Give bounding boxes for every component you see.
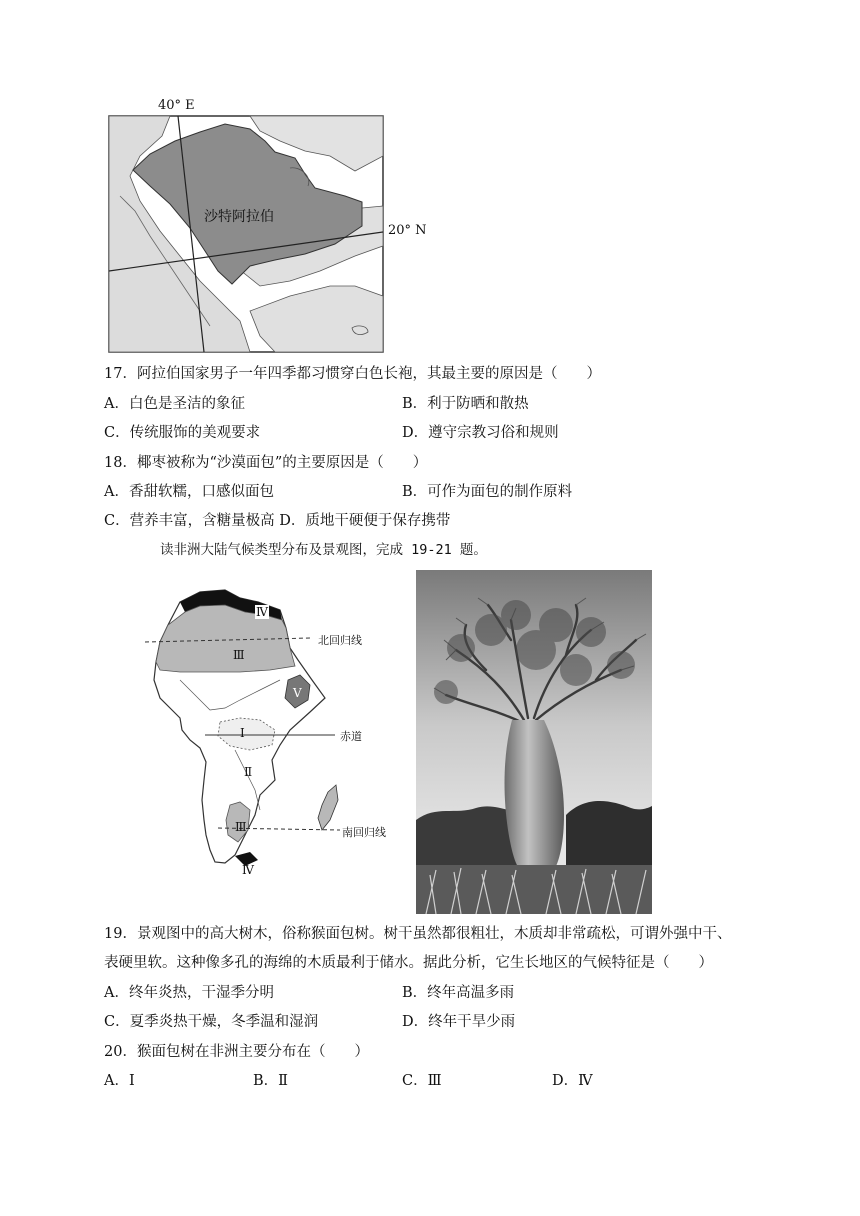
question-19-option-c[interactable]: C．夏季炎热干燥，冬季温和湿润 — [104, 1014, 319, 1030]
question-20-option-b[interactable]: B．Ⅱ — [253, 1073, 289, 1089]
baobab-photo — [416, 570, 652, 914]
section-intro: 读非洲大陆气候类型分布及景观图，完成 19-21 题。 — [160, 542, 487, 558]
question-20-stem: 20．猴面包树在非洲主要分布在（ ） — [104, 1044, 369, 1060]
question-18-option-a[interactable]: A．香甜软糯，口感似面包 — [104, 484, 274, 500]
question-19-option-b[interactable]: B．终年高温多雨 — [402, 985, 515, 1001]
question-17-option-d[interactable]: D．遵守宗教习俗和规则 — [402, 425, 559, 441]
question-17-option-a[interactable]: A．白色是圣洁的象征 — [104, 396, 245, 412]
question-20-option-a[interactable]: A．Ⅰ — [104, 1073, 135, 1089]
equator-label: 赤道 — [340, 730, 362, 743]
country-label: 沙特阿拉伯 — [204, 209, 274, 225]
zone-5-label: Ⅴ — [293, 686, 302, 700]
question-18-options-cd[interactable]: C．营养丰富，含糖量极高 D．质地干硬便于保存携带 — [104, 513, 451, 529]
arabia-map — [100, 96, 450, 358]
question-18-option-b[interactable]: B．可作为面包的制作原料 — [402, 484, 573, 500]
question-18-stem: 18．椰枣被称为“沙漠面包”的主要原因是（ ） — [104, 455, 428, 471]
africa-climate-map — [140, 580, 400, 880]
latitude-label: 20° N — [388, 223, 427, 238]
question-19-option-a[interactable]: A．终年炎热，干湿季分明 — [104, 985, 274, 1001]
tropic-of-cancer-label: 北回归线 — [318, 634, 362, 647]
zone-4-north-label: Ⅳ — [256, 605, 268, 619]
question-20-option-c[interactable]: C．Ⅲ — [402, 1073, 442, 1089]
question-17-option-b[interactable]: B．利于防晒和散热 — [402, 396, 529, 412]
question-19-stem-line1: 19．景观图中的高大树木，俗称猴面包树。树干虽然都很粗壮，木质却非常疏松，可谓外强中干、 — [104, 926, 732, 942]
tropic-of-capricorn-label: 南回归线 — [342, 826, 386, 839]
question-19-stem-line2: 表硬里软。这种像多孔的海绵的木质最利于储水。据此分析，它生长地区的气候特征是（ ） — [104, 955, 713, 971]
question-20-option-d[interactable]: D．Ⅳ — [552, 1073, 593, 1089]
zone-4-south-label: Ⅳ — [242, 863, 254, 877]
longitude-label: 40° E — [158, 98, 195, 113]
zone-3-north-label: Ⅲ — [233, 648, 245, 662]
question-19-option-d[interactable]: D．终年干旱少雨 — [402, 1014, 516, 1030]
question-17-option-c[interactable]: C．传统服饰的美观要求 — [104, 425, 261, 441]
zone-1-label: Ⅰ — [240, 726, 245, 740]
zone-3-south-label: Ⅲ — [235, 820, 247, 834]
zone-2-label: Ⅱ — [244, 765, 253, 779]
question-17-stem: 17．阿拉伯国家男子一年四季都习惯穿白色长袍，其最主要的原因是（ ） — [104, 366, 601, 382]
